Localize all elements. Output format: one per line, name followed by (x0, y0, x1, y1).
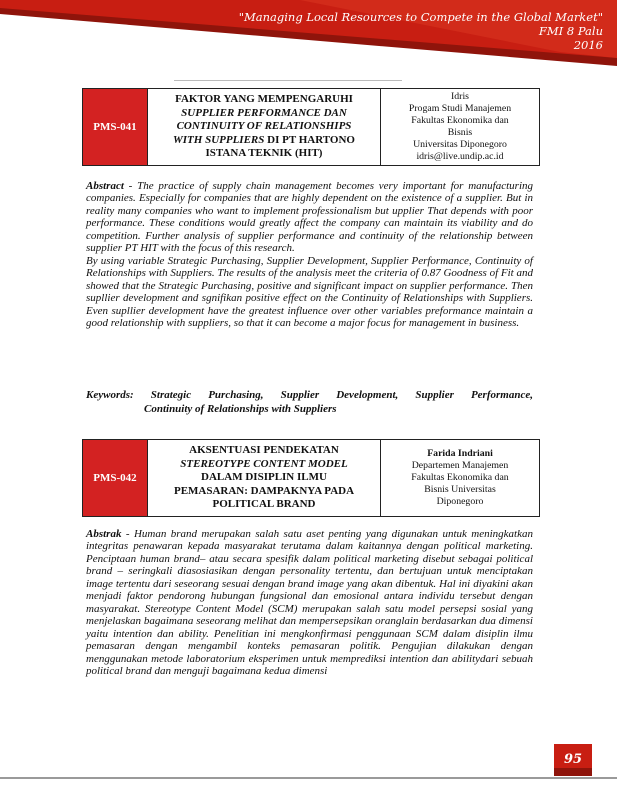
author-cell (381, 89, 540, 166)
entry-title (148, 440, 381, 517)
keyword-word: Purchasing, (208, 389, 264, 401)
conference-title: "Managing Local Resources to Compete in the Global Market" (238, 10, 603, 24)
affiliation-line: Bisnis (447, 127, 473, 138)
affiliation-line: Fakultas Ekonomika dan (411, 472, 509, 483)
keyword-word: Performance, (470, 389, 533, 401)
title-line: WITH SUPPLIERS (173, 133, 265, 146)
title-line: CONTINUITY OF RELATIONSHIPS (176, 120, 352, 133)
affiliation-line: Progam Studi Manajemen (408, 103, 512, 114)
author-name: Farida Indriani (427, 448, 493, 459)
conference-header (239, 10, 603, 52)
title-line: AKSENTUASI PENDEKATAN (189, 444, 339, 457)
affiliation-line: Bisnis Universitas (424, 484, 496, 495)
author-email: idris@live.undip.ac.id (416, 151, 504, 162)
keywords-label: Keywords: (86, 389, 134, 401)
abstract-pms-041 (86, 180, 533, 329)
abstract-label: Abstract (86, 180, 124, 192)
keywords-row (86, 389, 533, 403)
abstract-paragraph: By using variable Strategic Purchasing, Supplier Development, Supplier Performance, Continuity of Relationships with Suppliers. The results of the analysis meet the criteria of 0.87 Goodness of Fit and showed that the Strategic Purchasing, positive and significant impact on supplier performance. Then supllier development and sgnifikan positive effect on the Continuity of Relationships with Suppliers. Even supllier development have the greatest influence over other variables preformance maintain a good relationship with suppliers, so that it can become a major focus for management in business. (86, 254, 533, 329)
event-year: 2016 (573, 38, 603, 52)
title-line: PEMASARAN: DAMPAKNYA PADA (173, 484, 355, 497)
abstract-paragraph: - Human brand merupakan salah satu aset penting yang digunakan untuk meningkatkan integritas penawaran kepada masyarakat terutama dalam kaitannya dengan political marketing. Penciptaan human brand– atau secara spesifik dalam political marketing disebut sebagai political brand – seringkali diasosiasikan dengan personality tertentu, dan bertujuan untuk menciptakan image tertentu dari seseorang sesuai dengan brand image yang akan dibentuk. Hal ini diyakini akan menjadi faktor pendorong hubungan fungsional dan emosional antara individu tersebut dengan masyarakat. Stereotype Content Model (SCM) merupakan salah satu model persepsi sosial yang menjelaskan bagaimana seseorang melihat dan mempersepsikan oranglain berdasarkan dua dimensi yaitu intention dan ability. Penelitian ini mengkonfirmasi penggunaan SCM dalam disiplin ilmu pemasaran dengan mengambil konteks pemasaran politik. Pengujian dilakukan dengan menggunakan metode laboratorium eksperimen untuk memprediksi intention dan abilitydari sebuah political brand dan menguji bagaimana kedua dimensi (86, 528, 534, 677)
entry-code: PMS-041 (83, 89, 148, 166)
footer-rule (0, 777, 617, 787)
affiliation-line: Diponegoro (436, 496, 484, 507)
title-line: DALAM DISIPLIN ILMU (201, 471, 327, 484)
keyword-word: Supplier (415, 389, 454, 401)
abstract-paragraph: - The practice of supply chain management becomes very important for manufacturing companies. Especially for companies that are highly dependent on the existence of a supplier. But in reality many companies who want to implement professionalism but upplier That depends with poor performance. These conditions would greatly affect the company can maintain its viability and do competition. Further analysis of supplier performance and continuity of the relationship between supplier PT HIT with the focus of this research. (86, 180, 533, 255)
keywords-pms-041 (86, 389, 533, 416)
divider-line (174, 80, 402, 81)
page-number: 95 (563, 752, 583, 767)
entry-table-pms-041 (82, 88, 540, 166)
author-cell (381, 440, 540, 517)
abstract-pms-042 (86, 528, 533, 677)
affiliation-line: Fakultas Ekonomika dan (411, 115, 509, 126)
entry-title (148, 89, 381, 166)
title-line: SUPPLIER PERFORMANCE DAN (181, 106, 347, 119)
entry-code: PMS-042 (83, 440, 148, 517)
title-line: DI PT HARTONO (267, 133, 355, 146)
event-name: FMI 8 Palu (538, 24, 603, 38)
title-line: STEREOTYPE CONTENT MODEL (180, 457, 348, 470)
keyword-word: Supplier (280, 389, 320, 401)
abstract-label: Abstrak (86, 528, 122, 540)
title-line: FAKTOR YANG MEMPENGARUHI (175, 93, 353, 106)
title-line: ISTANA TEKNIK (HIT) (205, 147, 323, 160)
keywords-line: Continuity of Relationships with Suppliers (144, 402, 337, 415)
entry-table-pms-042 (82, 439, 540, 517)
affiliation-line: Universitas Diponegoro (413, 139, 507, 150)
affiliation-line: Departemen Manajemen (411, 460, 509, 471)
title-line: POLITICAL BRAND (212, 498, 316, 511)
keyword-word: Development, (336, 389, 399, 401)
author-name: Idris (451, 91, 469, 102)
keyword-word: Strategic (150, 389, 192, 401)
